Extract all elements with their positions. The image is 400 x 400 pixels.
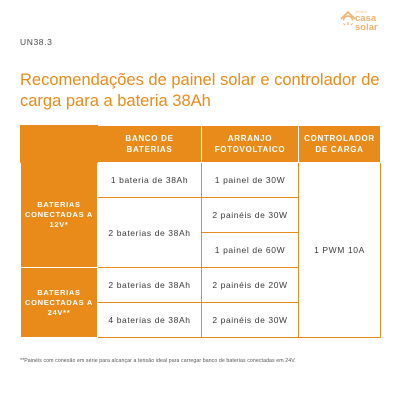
header-banco-de-baterias: BANCO DE BATERIAS — [98, 126, 202, 163]
cell-arranjo: 1 painel de 30W — [202, 163, 299, 198]
table-header-row — [21, 126, 381, 163]
recommendation-table — [20, 125, 381, 338]
cell-banco: 2 baterias de 38Ah — [98, 198, 202, 268]
page-title: Recomendações de painel solar e controlador de carga para a bateria 38Ah — [20, 71, 380, 110]
cell-banco: 2 baterias de 38Ah — [98, 268, 202, 303]
logo-prefix: minha — [355, 9, 367, 14]
table-row — [21, 163, 381, 198]
logo-word-casa: casa — [355, 13, 377, 24]
cell-banco: 1 bateria de 38Ah — [98, 163, 202, 198]
group-24v-label: BATERIAS CONECTADAS A 24V** — [21, 268, 98, 338]
table-corner-cell — [21, 126, 98, 163]
group-12v-label: BATERIAS CONECTADAS A 12V* — [21, 163, 98, 268]
cell-controlador: 1 PWM 10A — [299, 163, 381, 338]
cell-arranjo: 2 painéis de 20W — [202, 268, 299, 303]
brand-logo — [338, 8, 386, 36]
product-code: UN38.3 — [20, 37, 53, 47]
logo-word-solar: solar — [355, 22, 378, 33]
cell-banco: 4 baterias de 38Ah — [98, 303, 202, 338]
cell-arranjo: 2 painéis de 30W — [202, 303, 299, 338]
header-arranjo-fotovoltaico: ARRANJO FOTOVOLTAICO — [202, 126, 299, 163]
cell-arranjo: 2 painéis de 30W — [202, 198, 299, 233]
header-controlador-de-carga: CONTROLADOR DE CARGA — [299, 126, 381, 163]
cell-arranjo: 1 painel de 60W — [202, 233, 299, 268]
footnote: **Painéis com conexão em série para alcançar a tensão ideal para carregar banco de baterias conectadas em 24V. — [20, 358, 296, 364]
